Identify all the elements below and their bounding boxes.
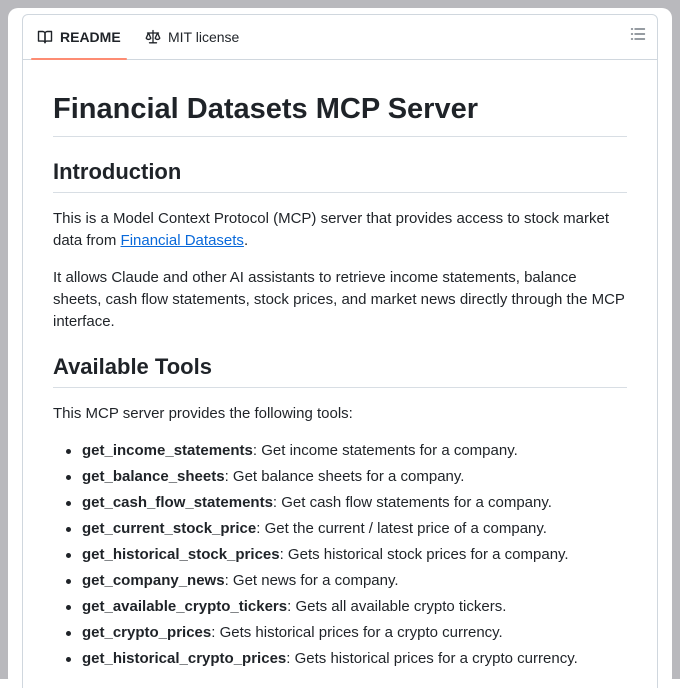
tool-description: : Get cash flow statements for a company.	[272, 494, 552, 511]
tool-name: get_income_statements	[82, 442, 253, 459]
tool-name: get_cash_flow_statements	[82, 494, 273, 511]
tools-intro: This MCP server provides the following tools:	[53, 405, 353, 422]
tool-description: : Get news for a company.	[224, 572, 399, 589]
tool-name: get_company_news	[82, 572, 225, 589]
readme-content	[53, 61, 627, 674]
list-item	[82, 596, 627, 618]
list-item	[82, 648, 627, 670]
tab-readme-label: README	[60, 29, 121, 45]
tool-name: get_balance_sheets	[82, 468, 225, 485]
tool-description: : Get the current / latest price of a company.	[256, 520, 547, 537]
tab-license-label: MIT license	[168, 29, 240, 45]
intro-text-before-link: This is a Model Context Protocol (MCP) server that provides access to stock market data from	[53, 210, 610, 249]
list-icon	[630, 26, 646, 47]
intro-paragraph-1	[53, 208, 627, 252]
list-item	[82, 492, 627, 514]
tab-license[interactable]	[139, 15, 245, 59]
tool-name: get_historical_crypto_prices	[82, 650, 287, 667]
tool-description: : Gets historical prices for a crypto currency.	[211, 624, 503, 641]
tool-name: get_crypto_prices	[82, 624, 212, 641]
list-item	[82, 466, 627, 488]
readme-card	[8, 8, 672, 688]
list-item	[82, 570, 627, 592]
tools-list	[53, 440, 627, 670]
tool-description: : Gets historical stock prices for a company.	[279, 546, 569, 563]
tool-description: : Get income statements for a company.	[252, 442, 518, 459]
tool-description: : Gets historical prices for a crypto currency.	[286, 650, 578, 667]
tool-description: : Get balance sheets for a company.	[224, 468, 465, 485]
book-icon	[37, 29, 53, 45]
readme-tabs	[23, 15, 657, 60]
intro-paragraph-2: It allows Claude and other AI assistants to retrieve income statements, balance sheets, cash flow statements, stock prices, and market news directly through the MCP interface.	[53, 269, 625, 330]
list-item	[82, 622, 627, 644]
tool-name: get_current_stock_price	[82, 520, 257, 537]
page-title: Financial Datasets MCP Server	[53, 61, 627, 137]
list-item	[82, 544, 627, 566]
tab-readme[interactable]	[31, 15, 127, 59]
tool-name: get_available_crypto_tickers	[82, 598, 288, 615]
tool-description: : Gets all available crypto tickers.	[287, 598, 507, 615]
scale-icon	[145, 29, 161, 45]
available-tools-heading: Available Tools	[53, 353, 627, 388]
list-item	[82, 518, 627, 540]
introduction-heading: Introduction	[53, 158, 627, 193]
financial-datasets-link[interactable]: Financial Datasets	[120, 232, 244, 249]
intro-text-after-link: .	[243, 232, 249, 249]
tool-name: get_historical_stock_prices	[82, 546, 280, 563]
list-item	[82, 440, 627, 462]
readme-panel	[22, 14, 658, 688]
outline-button[interactable]	[629, 27, 647, 45]
